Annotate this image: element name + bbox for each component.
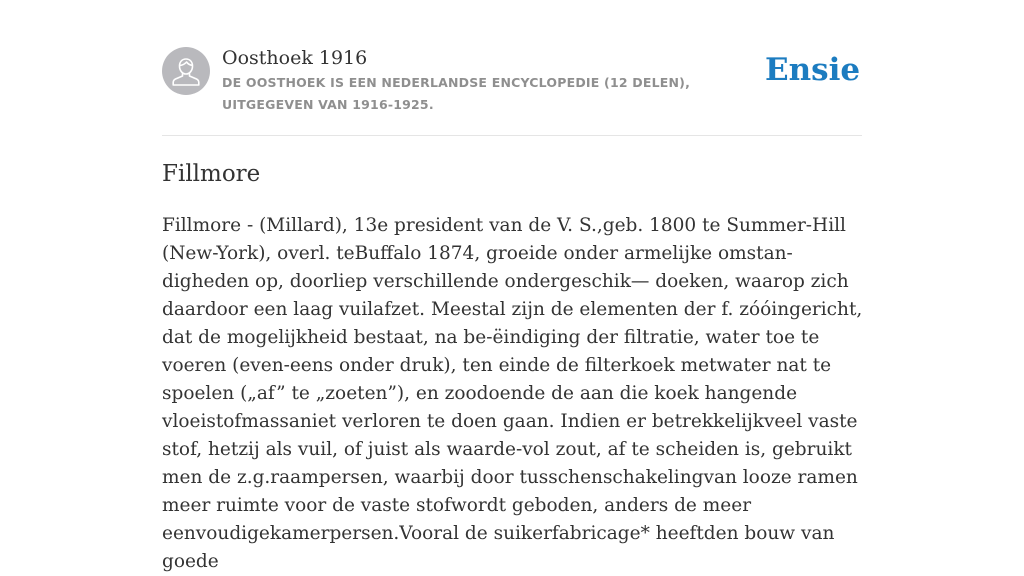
source-avatar[interactable]	[162, 47, 210, 95]
ensie-logo[interactable]: Ensie	[765, 52, 861, 88]
header-divider	[162, 135, 862, 136]
source-title[interactable]: Oosthoek 1916	[222, 47, 368, 69]
source-header	[162, 46, 862, 136]
article-body: Fillmore - (Millard), 13e president van de V. S.,geb. 1800 te Summer-Hill (New-York), overl. teBuffalo 1874, groeide onder armelijke omstan-digheden op, doorliep verschillende ondergeschik— doeken, waarop zich daardoor een laag vuilafzet. Meestal zijn de elementen der f. zóóingericht, dat de mogelijkheid bestaat, na be-ëindiging der filtratie, water toe te voeren (even-eens onder druk), ten einde de filterkoek metwater nat te spoelen („af” te „zoeten”), en zoodoende de aan die koek hangende vloeistofmassaniet verloren te doen gaan. Indien er betrekkelijkveel vaste stof, hetzij als vuil, of juist als waarde-vol zout, af te scheiden is, gebruikt men de z.g.raampersen, waarbij door tusschenschakelingvan looze ramen meer ruimte voor de vaste stofwordt geboden, anders de meer eenvoudigekamerpersen.Vooral de suikerfabricage* heeftden bouw van goede	[162, 215, 863, 572]
source-description: DE OOSTHOEK IS EEN NEDERLANDSE ENCYCLOPEDIE (12 DELEN), UITGEGEVEN VAN 1916-1925.	[222, 75, 691, 112]
article-title: Fillmore	[162, 161, 261, 187]
user-silhouette-icon	[162, 47, 210, 95]
